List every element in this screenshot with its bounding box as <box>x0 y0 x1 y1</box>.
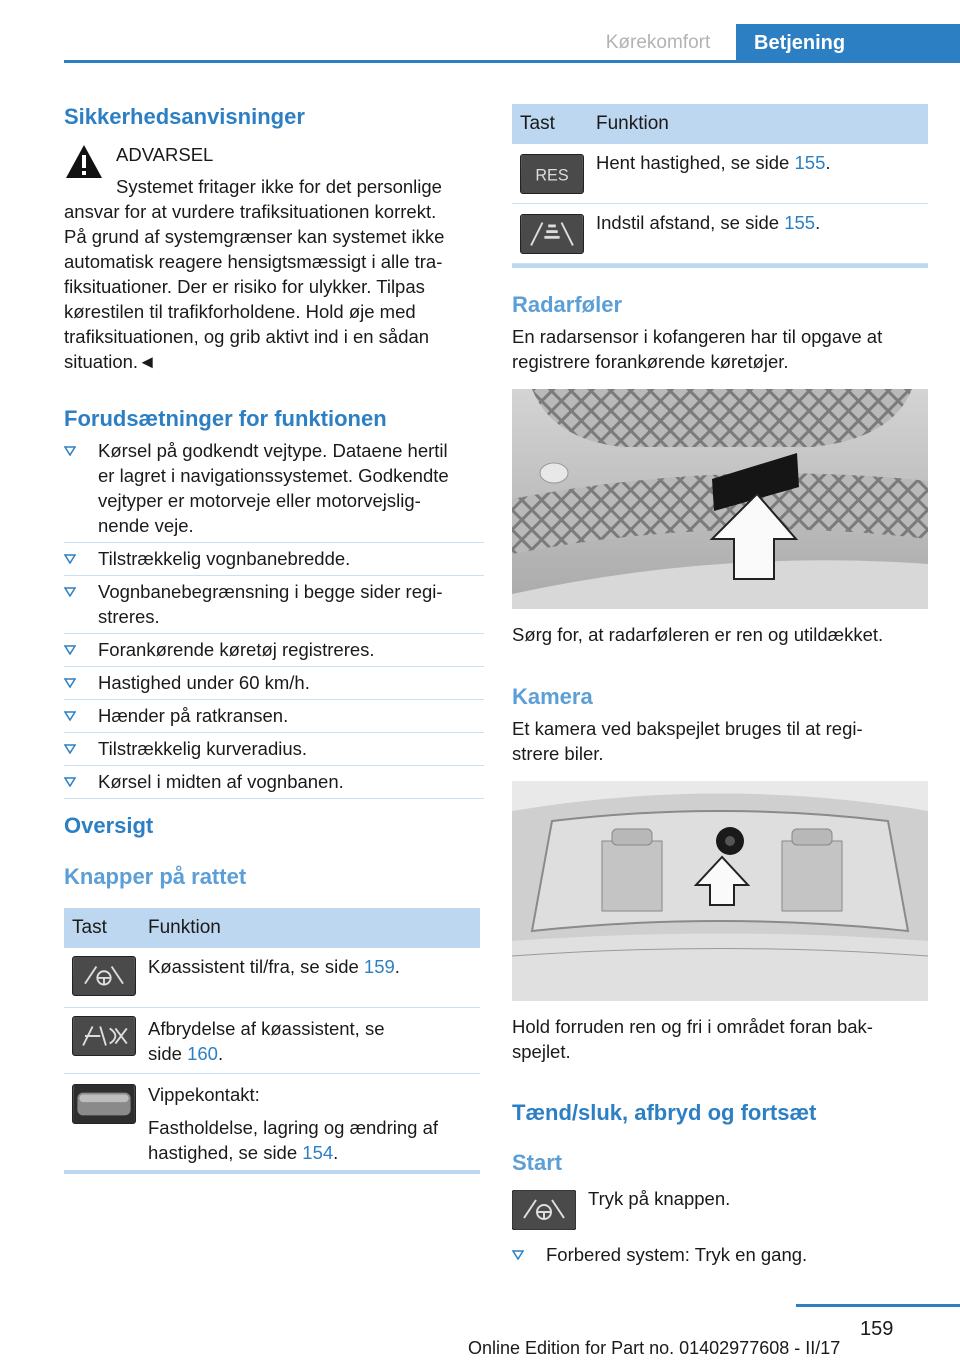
prerequisites-title: Forudsætninger for funktionen <box>64 406 387 431</box>
list-item <box>64 769 484 794</box>
footer-rule <box>796 1304 960 1307</box>
bullet-triangle-icon <box>64 587 76 597</box>
table-row <box>512 204 928 264</box>
list-item-line: Kørsel i midten af vognbanen. <box>98 771 344 792</box>
camera-caption: Hold forruden ren og fri i området foran bak‐ spejlet. <box>512 1016 873 1062</box>
bullet-triangle-icon <box>64 446 76 456</box>
radar-sensor-photo <box>512 389 928 609</box>
row-text: Vippekontakt: Fastholdelse, lagring og ændring af hastighed, se side 154. <box>148 1084 439 1163</box>
list-item <box>64 703 484 728</box>
bullet-triangle-icon <box>64 777 76 787</box>
list-separator <box>64 798 484 799</box>
table-row <box>64 1008 480 1074</box>
list-item-line: Tilstrækkelig kurveradius. <box>98 738 308 759</box>
list-item-line: vejtyper er motorveje eller motorvejslig‐ <box>98 490 421 511</box>
warning-label: ADVARSEL <box>116 144 214 165</box>
table-row <box>64 1074 480 1170</box>
list-item <box>64 670 484 695</box>
prerequisites-list <box>64 438 484 802</box>
queue-assist-button-icon[interactable] <box>72 956 136 996</box>
res-button-label: RES <box>535 166 569 185</box>
header-tab-driving-comfort[interactable]: Kørekomfort <box>605 32 711 53</box>
warning-line: kørestilen til trafikforholdene. Hold øje med <box>64 301 416 322</box>
warning-line: ansvar for at vurdere trafiksituationen korrekt. <box>64 201 437 222</box>
row-text: Indstil afstand, se side 155. <box>596 212 821 233</box>
distance-button-icon[interactable] <box>520 214 584 254</box>
buttons-title: Knapper på rattet <box>64 864 247 889</box>
list-item <box>64 546 484 571</box>
page-link-154[interactable]: 154 <box>302 1142 334 1163</box>
warning-line: automatisk reagere hensigtsmæssigt i alle tra‐ <box>64 251 443 272</box>
list-separator <box>64 732 484 733</box>
camera-text: Et kamera ved bakspejlet bruges til at regi‐ strere biler. <box>512 718 863 764</box>
list-item-line: nende veje. <box>98 515 194 536</box>
camera-photo <box>512 781 928 1001</box>
list-separator <box>64 666 484 667</box>
list-item <box>64 637 484 662</box>
row-text: Afbrydelse af køassistent, se side 160. <box>148 1018 385 1064</box>
page-link-155b[interactable]: 155 <box>784 212 816 233</box>
bullet-triangle-icon <box>64 744 76 754</box>
warning-line: situation.◄ <box>64 351 157 372</box>
res-button-icon[interactable] <box>520 154 584 194</box>
start-list <box>512 1242 928 1267</box>
warning-line: På grund af systemgrænser kan systemet ikke <box>64 226 445 247</box>
page-number: 159 <box>860 1318 894 1340</box>
bullet-triangle-icon <box>64 711 76 721</box>
col-function: Funktion <box>148 917 221 938</box>
header-tab-operation[interactable]: Betjening <box>736 24 960 62</box>
warning-icon <box>64 142 104 182</box>
list-separator <box>64 575 484 576</box>
list-separator <box>64 765 484 766</box>
radar-text: En radarsensor i kofangeren har til opgave at registrere forankørende køretøjer. <box>512 326 883 372</box>
list-item <box>64 736 484 761</box>
warning-first-line: Systemet fritager ikke for det personlige <box>116 176 442 197</box>
page-link-155[interactable]: 155 <box>794 152 826 173</box>
list-item-line: Hastighed under 60 km/h. <box>98 672 310 693</box>
list-separator <box>64 699 484 700</box>
list-item-line: streres. <box>98 606 160 627</box>
interrupt-assist-button-icon[interactable] <box>72 1016 136 1056</box>
page-link-160[interactable]: 160 <box>187 1043 218 1064</box>
function-table <box>512 104 928 264</box>
warning-line: fiksituationer. Der er risiko for ulykker. Tilpas <box>64 276 425 297</box>
row-text: Hent hastighed, se side 155. <box>596 152 831 173</box>
row-text: Køassistent til/fra, se side 159. <box>148 956 400 977</box>
buttons-table <box>64 908 480 1174</box>
warning-text <box>64 199 484 374</box>
start-title: Start <box>512 1150 563 1175</box>
radar-title: Radarføler <box>512 292 623 317</box>
table-row <box>512 144 928 204</box>
bullet-triangle-icon <box>64 678 76 688</box>
table-row <box>64 948 480 1008</box>
list-item-line: er lagret i navigationssystemet. Godkendte <box>98 465 449 486</box>
list-item: Forbered system: Tryk en gang. <box>512 1242 928 1267</box>
start-text: Tryk på knappen. <box>588 1188 731 1209</box>
list-separator <box>64 633 484 634</box>
col-function: Funktion <box>596 113 669 134</box>
list-item-line: Tilstrækkelig vognbanebredde. <box>98 548 351 569</box>
section-rule <box>512 264 928 268</box>
header-rule <box>64 60 960 63</box>
list-separator <box>64 542 484 543</box>
list-item <box>64 579 484 629</box>
warning-line: trafiksituationen, og grib aktivt ind i en sådan <box>64 326 430 347</box>
page-link-159[interactable]: 159 <box>363 956 395 977</box>
radar-caption: Sørg for, at radarføleren er ren og utildækket. <box>512 624 884 645</box>
bullet-triangle-icon <box>64 554 76 564</box>
bullet-triangle-icon <box>64 645 76 655</box>
overview-title: Oversigt <box>64 813 154 838</box>
table-header <box>512 104 928 144</box>
edition-text: Online Edition for Part no. 01402977608 - II/17 <box>468 1338 841 1358</box>
list-item-line: Forankørende køretøj registreres. <box>98 639 375 660</box>
col-key: Tast <box>72 917 107 938</box>
list-item-line: Hænder på ratkransen. <box>98 705 289 726</box>
rocker-switch-icon[interactable] <box>72 1084 136 1124</box>
list-item-line: Kørsel på godkendt vejtype. Dataene hertil <box>98 440 448 461</box>
bullet-triangle-icon <box>512 1250 524 1260</box>
safety-title: Sikkerhedsanvisninger <box>64 104 305 129</box>
onoff-title: Tænd/sluk, afbryd og fortsæt <box>512 1100 817 1125</box>
table-end-rule <box>64 1170 480 1174</box>
queue-assist-button-icon[interactable] <box>512 1190 576 1230</box>
camera-title: Kamera <box>512 684 593 709</box>
list-item-line: Vognbanebegrænsning i begge sider regi‐ <box>98 581 443 602</box>
col-key: Tast <box>520 113 555 134</box>
list-item <box>64 438 484 538</box>
table-header <box>64 908 480 948</box>
